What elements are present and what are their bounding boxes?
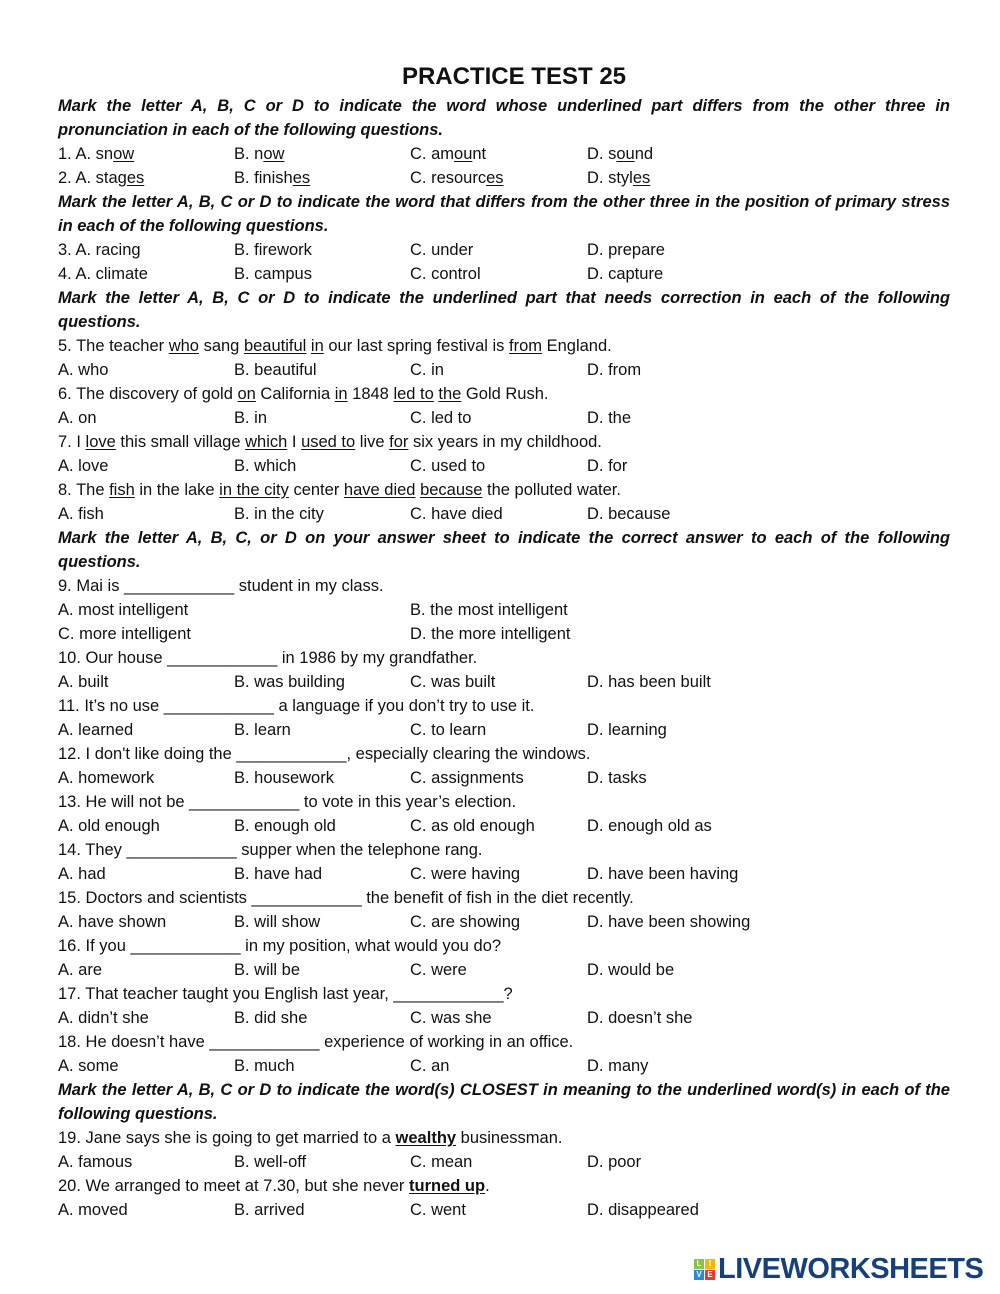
underlined-text: ow — [263, 145, 285, 163]
answer-option[interactable] — [587, 238, 665, 262]
answer-option[interactable] — [58, 598, 188, 622]
underlined-text: led to — [393, 385, 434, 403]
text-segment: 1848 — [347, 385, 394, 403]
text-segment: A. moved — [58, 1201, 128, 1219]
question-number: 3. — [58, 241, 72, 259]
answer-option[interactable] — [587, 1198, 699, 1222]
text-segment: A. didn’t she — [58, 1009, 149, 1027]
answer-option[interactable] — [234, 670, 345, 694]
text-segment: C. control — [410, 265, 481, 283]
answer-option[interactable] — [410, 1150, 472, 1174]
answer-option[interactable] — [410, 862, 520, 886]
text-segment: Doctors and scientists ____________ the benefit of fish in the diet recently. — [85, 889, 634, 907]
text-segment: . — [485, 1177, 490, 1195]
text-segment: C. in — [410, 361, 444, 379]
question-number: 4. — [58, 265, 72, 283]
answer-option[interactable] — [58, 1054, 119, 1078]
question-stem — [58, 934, 950, 958]
section-instruction: Mark the letter A, B, C or D to indicate the word(s) CLOSEST in meaning to the underlined word(s) in each of the following questions. — [58, 1081, 950, 1123]
text-segment: B. will show — [234, 913, 321, 931]
text-segment: C. as old enough — [410, 817, 535, 835]
question-stem — [58, 478, 950, 502]
question-number: 14. — [58, 841, 81, 859]
text-segment: He will not be ____________ to vote in this year’s election. — [85, 793, 517, 811]
answer-options — [58, 766, 950, 790]
text-segment: A. on — [58, 409, 97, 427]
text-segment: B. housework — [234, 769, 334, 787]
text-segment: Mai is ____________ student in my class. — [76, 577, 384, 595]
text-segment: C. more intelligent — [58, 625, 191, 643]
underlined-text: love — [85, 433, 116, 451]
answer-option[interactable] — [410, 958, 467, 982]
text-segment: A. climate — [75, 265, 148, 283]
text-segment: C. were — [410, 961, 467, 979]
text-segment: B. n — [234, 145, 264, 163]
text-segment: B. in — [234, 409, 268, 427]
answer-options — [58, 862, 950, 886]
answer-option[interactable] — [58, 1006, 149, 1030]
text-segment: in the lake — [134, 481, 220, 499]
answer-option[interactable] — [58, 454, 108, 478]
answer-option[interactable] — [410, 502, 503, 526]
text-segment: Our house ____________ in 1986 by my grandfather. — [85, 649, 478, 667]
answer-option[interactable] — [587, 1150, 641, 1174]
underlined-text: from — [509, 337, 543, 355]
answer-option[interactable] — [58, 502, 104, 526]
section-instruction: Mark the letter A, B, C or D to indicate the word whose underlined part differs from the other three in pronunciation in each of the following questions. — [58, 97, 950, 139]
answer-option[interactable] — [410, 1054, 449, 1078]
question-stem — [58, 430, 950, 454]
text-segment: D. have been having — [587, 865, 739, 883]
underlined-text: es — [126, 169, 145, 187]
answer-option[interactable] — [234, 358, 317, 382]
text-segment: A. are — [58, 961, 103, 979]
answer-option[interactable] — [587, 142, 653, 166]
text-segment: D. poor — [587, 1153, 642, 1171]
text-segment: D. enough old as — [587, 817, 712, 835]
underlined-text: because — [420, 481, 483, 499]
text-segment: D. the — [587, 409, 632, 427]
text-segment: B. well-off — [234, 1153, 307, 1171]
answer-options — [58, 814, 950, 838]
answer-option[interactable] — [587, 454, 627, 478]
answer-option[interactable] — [587, 502, 670, 526]
text-segment: D. disappeared — [587, 1201, 699, 1219]
answer-option[interactable] — [410, 910, 520, 934]
text-segment: I don't like doing the ____________, especially clearing the windows. — [85, 745, 591, 763]
answer-option[interactable] — [587, 766, 647, 790]
text-segment: England. — [542, 337, 612, 355]
question-number: 2. — [58, 169, 72, 187]
page-title: PRACTICE TEST 25 — [401, 63, 627, 90]
question-number: 10. — [58, 649, 81, 667]
answer-option[interactable] — [587, 1006, 692, 1030]
answer-option[interactable] — [587, 958, 674, 982]
answer-options — [58, 406, 950, 430]
text-segment: We arranged to meet at 7.30, but she never — [85, 1177, 410, 1195]
text-segment: It’s no use ____________ a language if you don’t try to use it. — [84, 697, 535, 715]
answer-option[interactable] — [58, 262, 148, 286]
text-segment: A. most intelligent — [58, 601, 189, 619]
answer-option[interactable] — [410, 454, 485, 478]
text-segment: A. racing — [75, 241, 141, 259]
text-segment: B. the most intelligent — [410, 601, 568, 619]
question-stem — [58, 1030, 950, 1054]
underlined-text: in the city — [219, 481, 289, 499]
answer-options — [58, 622, 950, 646]
answer-options — [58, 958, 950, 982]
answer-option[interactable] — [410, 670, 495, 694]
answer-option[interactable] — [587, 862, 738, 886]
answer-options — [58, 238, 950, 262]
text-segment: C. were having — [410, 865, 521, 883]
underlined-text: which — [245, 433, 288, 451]
answer-options — [58, 1006, 950, 1030]
question-stem — [58, 334, 950, 358]
text-segment: Jane says she is going to get married to a — [85, 1129, 396, 1147]
answer-option[interactable] — [410, 262, 481, 286]
answer-option[interactable] — [410, 814, 535, 838]
text-segment: California — [255, 385, 335, 403]
answer-option[interactable] — [58, 406, 97, 430]
text-segment: Gold Rush. — [461, 385, 549, 403]
answer-option[interactable] — [58, 142, 134, 166]
answer-option[interactable] — [234, 166, 310, 190]
answer-option[interactable] — [234, 502, 324, 526]
text-segment: B. did she — [234, 1009, 308, 1027]
answer-option[interactable] — [587, 166, 650, 190]
text-segment: A. who — [58, 361, 109, 379]
answer-option[interactable] — [234, 718, 291, 742]
underlined-text: beautiful — [243, 337, 307, 355]
underlined-text: have died — [343, 481, 416, 499]
answer-option[interactable] — [410, 766, 524, 790]
text-segment: nd — [634, 145, 654, 163]
text-segment: He doesn’t have ____________ experience of working in an office. — [85, 1033, 574, 1051]
text-segment: D. capture — [587, 265, 664, 283]
text-segment: A. famous — [58, 1153, 133, 1171]
text-segment: A. fish — [58, 505, 104, 523]
text-segment: A. stag — [75, 169, 127, 187]
answer-option[interactable] — [234, 406, 267, 430]
logo-tile: E — [705, 1270, 715, 1280]
text-segment: B. enough old — [234, 817, 336, 835]
text-segment: D. have been showing — [587, 913, 751, 931]
text-segment: I — [76, 433, 86, 451]
underlined-text: ou — [616, 145, 635, 163]
text-segment: The discovery of gold — [76, 385, 238, 403]
text-segment: A. homework — [58, 769, 155, 787]
answer-options — [58, 1150, 950, 1174]
answer-option[interactable] — [234, 766, 334, 790]
answer-option[interactable] — [587, 814, 712, 838]
question-number: 1. — [58, 145, 72, 163]
answer-option[interactable] — [234, 1198, 305, 1222]
answer-option[interactable] — [58, 1198, 128, 1222]
text-segment: B. much — [234, 1057, 295, 1075]
answer-options — [58, 670, 950, 694]
text-segment: A. old enough — [58, 817, 160, 835]
worksheet-page — [58, 60, 950, 1222]
question-number: 12. — [58, 745, 81, 763]
text-segment: center — [288, 481, 344, 499]
text-segment: D. prepare — [587, 241, 665, 259]
text-segment: D. the more intelligent — [410, 625, 571, 643]
answer-option[interactable] — [410, 622, 571, 646]
text-segment: B. campus — [234, 265, 312, 283]
answer-option[interactable] — [410, 358, 444, 382]
question-stem — [58, 790, 950, 814]
question-stem — [58, 886, 950, 910]
text-segment: C. was built — [410, 673, 496, 691]
answer-option[interactable] — [587, 1054, 648, 1078]
text-segment: D. many — [587, 1057, 649, 1075]
text-segment: nt — [472, 145, 487, 163]
answer-option[interactable] — [58, 1150, 132, 1174]
text-segment: D. because — [587, 505, 671, 523]
text-segment: B. will be — [234, 961, 301, 979]
text-segment: A. learned — [58, 721, 134, 739]
answer-option[interactable] — [234, 1054, 295, 1078]
text-segment: B. beautiful — [234, 361, 317, 379]
text-segment: the polluted water. — [482, 481, 621, 499]
section-instruction: Mark the letter A, B, C or D to indicate the word that differs from the other three in the position of primary stress in each of the following questions. — [58, 193, 950, 235]
text-segment: C. went — [410, 1201, 466, 1219]
question-stem — [58, 742, 950, 766]
logo-tiles-icon — [694, 1259, 715, 1280]
answer-option[interactable] — [234, 1150, 306, 1174]
answer-option[interactable] — [234, 262, 312, 286]
text-segment: D. from — [587, 361, 642, 379]
answer-option[interactable] — [234, 910, 320, 934]
text-segment: I — [287, 433, 302, 451]
text-segment: A. built — [58, 673, 109, 691]
text-segment: D. tasks — [587, 769, 647, 787]
text-segment: D. styl — [587, 169, 633, 187]
answer-option[interactable] — [58, 766, 154, 790]
question-stem — [58, 646, 950, 670]
text-segment: this small village — [115, 433, 246, 451]
underlined-text: turned up — [409, 1177, 486, 1195]
question-stem — [58, 694, 950, 718]
underlined-text: fish — [109, 481, 135, 499]
answer-option[interactable] — [234, 238, 312, 262]
text-segment: D. for — [587, 457, 628, 475]
text-segment: D. s — [587, 145, 617, 163]
answer-option[interactable] — [410, 142, 486, 166]
question-number: 16. — [58, 937, 81, 955]
text-segment: sang — [198, 337, 244, 355]
text-segment: B. which — [234, 457, 297, 475]
text-segment: C. was she — [410, 1009, 492, 1027]
answer-option[interactable] — [58, 358, 108, 382]
text-segment: B. learn — [234, 721, 291, 739]
underlined-text: es — [632, 169, 651, 187]
answer-option[interactable] — [410, 238, 473, 262]
answer-option[interactable] — [410, 718, 486, 742]
question-number: 9. — [58, 577, 72, 595]
answer-options — [58, 262, 950, 286]
text-segment: A. had — [58, 865, 106, 883]
answer-option[interactable] — [587, 718, 667, 742]
underlined-text: who — [168, 337, 199, 355]
text-segment: They ____________ supper when the telephone rang. — [85, 841, 483, 859]
answer-options — [58, 1054, 950, 1078]
answer-options — [58, 1198, 950, 1222]
answer-option[interactable] — [58, 622, 191, 646]
underlined-text: in — [310, 337, 324, 355]
answer-option[interactable] — [234, 454, 296, 478]
answer-option[interactable] — [58, 862, 106, 886]
answer-option[interactable] — [410, 406, 471, 430]
text-segment: B. firework — [234, 241, 312, 259]
question-stem — [58, 982, 950, 1006]
text-segment: D. learning — [587, 721, 667, 739]
text-segment: C. to learn — [410, 721, 487, 739]
logo-text: LIVEWORKSHEETS — [718, 1253, 984, 1285]
answer-option[interactable] — [58, 238, 141, 262]
text-segment: C. have died — [410, 505, 503, 523]
text-segment: If you ____________ in my position, what would you do? — [85, 937, 502, 955]
text-segment: D. doesn’t she — [587, 1009, 693, 1027]
answer-option[interactable] — [234, 142, 284, 166]
question-stem — [58, 1174, 950, 1198]
text-segment: C. mean — [410, 1153, 473, 1171]
answer-option[interactable] — [410, 166, 504, 190]
answer-options — [58, 142, 950, 166]
answer-option[interactable] — [234, 814, 336, 838]
text-segment: C. an — [410, 1057, 450, 1075]
question-number: 19. — [58, 1129, 81, 1147]
text-segment: C. resourc — [410, 169, 487, 187]
answer-option[interactable] — [587, 670, 711, 694]
questions-container — [58, 94, 950, 1222]
text-segment: A. have shown — [58, 913, 167, 931]
question-number: 20. — [58, 1177, 81, 1195]
text-segment: C. used to — [410, 457, 486, 475]
question-number: 6. — [58, 385, 72, 403]
question-number: 11. — [58, 697, 80, 715]
text-segment: C. are showing — [410, 913, 521, 931]
text-segment: D. would be — [587, 961, 675, 979]
underlined-text: ou — [454, 145, 473, 163]
text-segment: six years in my childhood. — [408, 433, 602, 451]
answer-option[interactable] — [58, 910, 166, 934]
question-number: 7. — [58, 433, 72, 451]
answer-options — [58, 502, 950, 526]
underlined-text: ow — [113, 145, 135, 163]
answer-option[interactable] — [410, 1198, 466, 1222]
text-segment: B. have had — [234, 865, 323, 883]
question-number: 17. — [58, 985, 81, 1003]
answer-option[interactable] — [410, 598, 568, 622]
underlined-text: for — [389, 433, 409, 451]
question-number: 13. — [58, 793, 81, 811]
answer-option[interactable] — [587, 262, 663, 286]
text-segment: B. arrived — [234, 1201, 305, 1219]
text-segment: businessman. — [456, 1129, 563, 1147]
text-segment: That teacher taught you English last year, ____________? — [85, 985, 513, 1003]
answer-option[interactable] — [587, 406, 631, 430]
logo-tile: V — [694, 1270, 704, 1280]
answer-option[interactable] — [58, 166, 144, 190]
answer-option[interactable] — [234, 862, 322, 886]
text-segment: The — [76, 481, 110, 499]
text-segment: The teacher — [76, 337, 169, 355]
text-segment: C. under — [410, 241, 474, 259]
underlined-text: the — [438, 385, 462, 403]
question-stem — [58, 838, 950, 862]
text-segment: C. am — [410, 145, 455, 163]
underlined-text: used to — [301, 433, 356, 451]
answer-option[interactable] — [58, 670, 108, 694]
text-segment: our last spring festival is — [323, 337, 510, 355]
question-number: 15. — [58, 889, 81, 907]
text-segment: A. love — [58, 457, 109, 475]
question-stem — [58, 574, 950, 598]
answer-options — [58, 598, 950, 622]
answer-option[interactable] — [58, 718, 133, 742]
answer-option[interactable] — [58, 814, 160, 838]
answer-options — [58, 454, 950, 478]
underlined-text: es — [486, 169, 504, 187]
question-number: 18. — [58, 1033, 81, 1051]
text-segment: A. some — [58, 1057, 119, 1075]
answer-options — [58, 910, 950, 934]
text-segment: A. sn — [75, 145, 114, 163]
answer-option[interactable] — [587, 910, 750, 934]
section-instruction: Mark the letter A, B, C or D to indicate the underlined part that needs correction in each of the following questions. — [58, 289, 950, 331]
liveworksheets-logo — [694, 1253, 983, 1286]
answer-option[interactable] — [234, 1006, 307, 1030]
answer-options — [58, 718, 950, 742]
text-segment: B. was building — [234, 673, 345, 691]
underlined-text: on — [237, 385, 256, 403]
answer-option[interactable] — [587, 358, 641, 382]
section-instruction: Mark the letter A, B, C, or D on your answer sheet to indicate the correct answer to each of the following questions. — [58, 529, 950, 571]
question-stem — [58, 1126, 950, 1150]
text-segment: C. assignments — [410, 769, 524, 787]
text-segment: B. in the city — [234, 505, 324, 523]
question-number: 8. — [58, 481, 72, 499]
text-segment: D. has been built — [587, 673, 711, 691]
logo-tile: I — [705, 1259, 715, 1269]
underlined-text: wealthy — [395, 1129, 457, 1147]
text-segment: B. finish — [234, 169, 293, 187]
answer-option[interactable] — [410, 1006, 492, 1030]
underlined-text: in — [334, 385, 348, 403]
question-number: 5. — [58, 337, 72, 355]
question-stem — [58, 382, 950, 406]
answer-options — [58, 358, 950, 382]
text-segment: C. led to — [410, 409, 472, 427]
answer-option[interactable] — [58, 958, 102, 982]
underlined-text: es — [292, 169, 311, 187]
answer-options — [58, 166, 950, 190]
logo-tile: L — [694, 1259, 704, 1269]
text-segment: live — [355, 433, 390, 451]
answer-option[interactable] — [234, 958, 300, 982]
